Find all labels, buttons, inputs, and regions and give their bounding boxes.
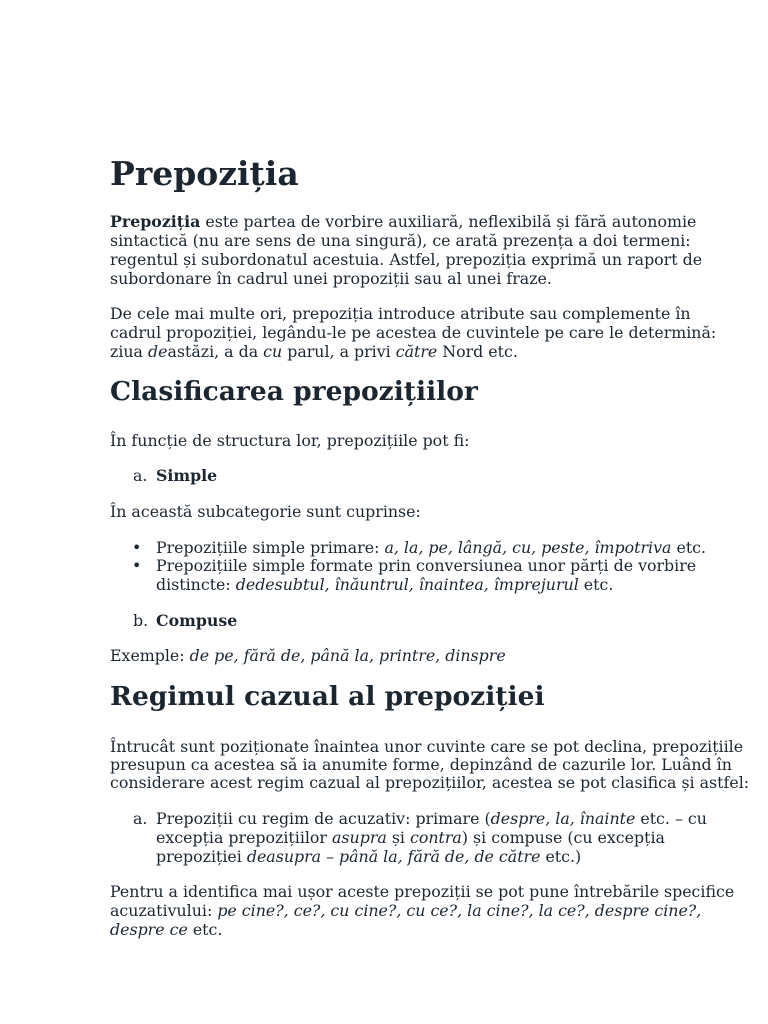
accusative-questions-line-2: acuzativului: pe cine?, ce?, cu cine?, cu ce?, la cine?, la ce?, despre cine?, [110,901,702,920]
intro-paragraph-2-line-1: De cele mai multe ori, prepoziția introduce atribute sau complemente în [110,304,691,323]
intro-paragraph-1-line-2: sintactică (nu are sens de una singură), ce arată prezența a doi termeni: [110,231,691,250]
intro-paragraph-1-line-1: Prepoziția este partea de vorbire auxiliară, neflexibilă și fără autonomie [110,212,697,231]
accusative-questions-line-3: despre ce etc. [110,920,223,939]
term-bold: Prepoziția [110,212,201,231]
accusative-questions-line-1: Pentru a identifica mai ușor aceste prepoziții se pot pune întrebările specifice [110,882,735,901]
intro-paragraph-2-line-2: cadrul propoziției, legându-le pe acestea de cuvintele pe care le determină: [110,323,717,342]
accusative-item-line-2: excepția prepozițiilor asupra și contra) și compuse (cu excepția [156,828,665,847]
accusative-item-line-3: prepoziției deasupra – până la, fără de, de către etc.) [156,847,582,866]
classification-intro: În funcție de structura lor, prepozițiile pot fi: [110,431,470,450]
intro-paragraph-2-line-3: ziua deastăzi, a da cu parul, a privi către Nord etc. [110,342,518,361]
list-marker-accusative: a. [133,809,148,828]
list-item-compound: Compuse [156,611,238,630]
bullet-item-simple-primary: Prepozițiile simple primare: a, la, pe, lângă, cu, peste, împotriva etc. [156,538,707,557]
section-heading-case-regime: Regimul cazual al prepoziției [110,681,545,712]
bullet-marker-1: • [132,538,142,557]
page-title: Prepoziția [110,154,299,193]
list-marker-b: b. [133,611,149,630]
regime-paragraph-line-3: considerare acest regim cazual al prepozițiilor, acestea se pot clasifica și astfel: [110,773,750,792]
regime-paragraph-line-1: Întrucât sunt poziționate înaintea unor cuvinte care se pot declina, prepozițiile [110,737,744,756]
list-marker-a: a. [133,466,148,485]
examples-line: Exemple: de pe, fără de, până la, printre, dinspre [110,646,506,665]
regime-paragraph-line-2: presupun ca acestea să ia anumite forme, depinzând de cazurile lor. Luând în [110,755,732,774]
intro-paragraph-1-line-4: subordonare în cadrul unei propoziții sau al unei fraze. [110,269,552,288]
subcategory-intro: În această subcategorie sunt cuprinse: [110,502,421,521]
section-heading-classification: Clasificarea prepozițiilor [110,376,478,407]
intro-paragraph-1-line-3: regentul și subordonatul acestuia. Astfel, prepoziția exprimă un raport de [110,250,703,269]
bullet-item-conversion-line-2: distincte: dedesubtul, înăuntrul, înaintea, împrejurul etc. [156,575,614,594]
bullet-item-conversion-line-1: Prepozițiile simple formate prin conversiunea unor părți de vorbire [156,556,697,575]
bullet-marker-2: • [132,556,142,575]
list-item-simple: Simple [156,466,218,485]
accusative-item-line-1: Prepoziții cu regim de acuzativ: primare (despre, la, înainte etc. – cu [156,809,707,828]
